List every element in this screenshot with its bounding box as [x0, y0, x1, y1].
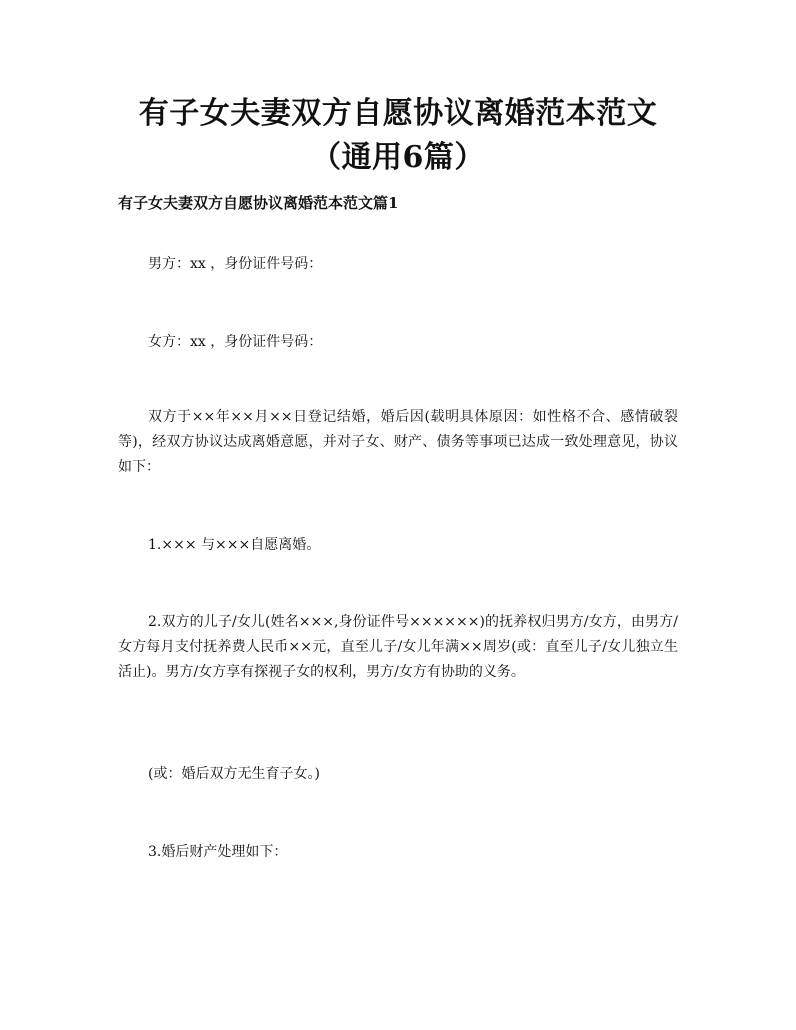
- document-title: 有子女夫妻双方自愿协议离婚范本范文（通用6篇）: [138, 96, 658, 175]
- section-heading: 有子女夫妻双方自愿协议离婚范本范文篇1: [118, 194, 399, 212]
- paragraph-clause-1: 1.××× 与×××自愿离婚。: [148, 537, 321, 553]
- paragraph-marriage-statement: 双方于××年××月××日登记结婚，婚后因(载明具体原因：如性格不合、感情破裂等)，经双方协议达成离婚意愿，并对子女、财产、债务等事项已达成一致处理意见，协议如下：: [118, 409, 678, 475]
- paragraph-female-party: 女方：xx ，身份证件号码：: [148, 334, 323, 350]
- paragraph-male-party: 男方：xx ，身份证件号码：: [148, 256, 323, 272]
- paragraph-clause-2: 2.双方的儿子/女儿(姓名×××,身份证件号××××××)的抚养权归男方/女方，由男方/女方每月支付抚养费人民币××元，直至儿子/女儿年满××周岁(或：直至儿子/女儿独立生活止)。男方/女方享有探视子女的权利，男方/女方有协助的义务。: [118, 614, 678, 680]
- paragraph-clause-3: 3.婚后财产处理如下：: [148, 844, 288, 860]
- paragraph-clause-2-alternative: (或：婚后双方无生育子女。): [148, 766, 320, 782]
